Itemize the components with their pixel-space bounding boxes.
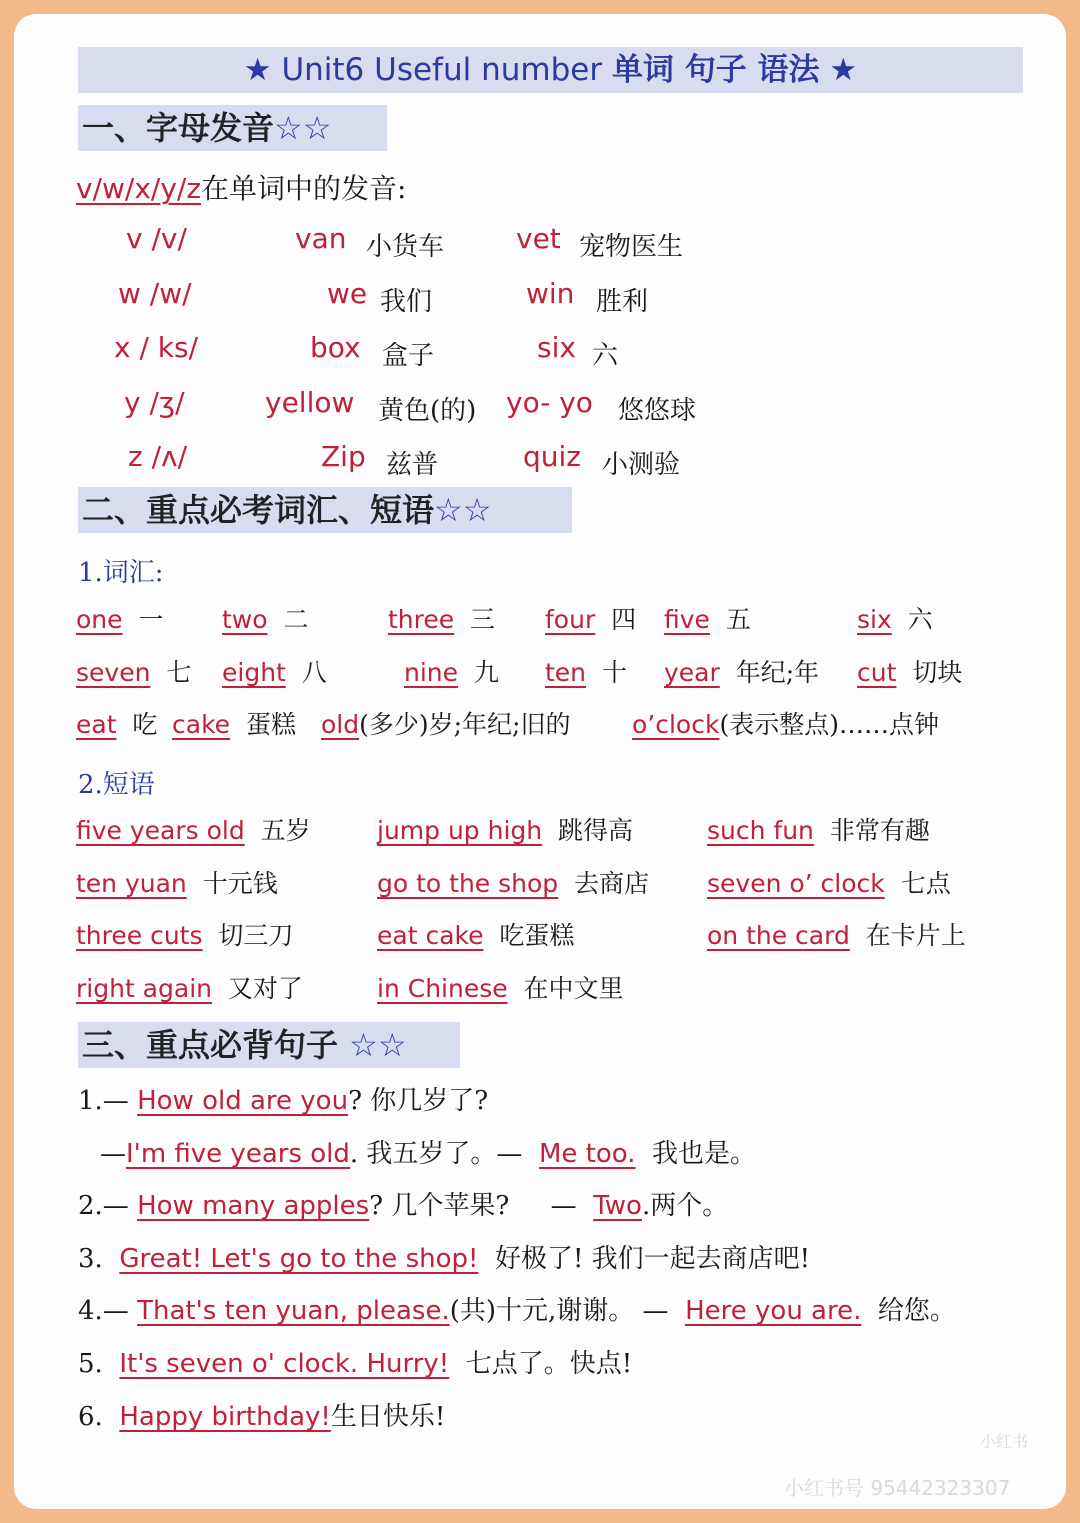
phonics-word: van — [295, 222, 347, 255]
phrase-item: eat cake 吃蛋糕 — [377, 921, 575, 950]
phonics-symbol: w /w/ — [118, 277, 192, 310]
vocab-item: eight 八 — [222, 658, 327, 687]
sentence-line: 6. Happy birthday!生日快乐! — [78, 1402, 446, 1432]
section-label: 重点必考词汇、短语 — [146, 491, 435, 529]
section-number: 三、 — [82, 1026, 147, 1064]
vocab-item: one 一 — [76, 605, 164, 634]
phonics-word: six — [537, 331, 576, 364]
phrase-item: in Chinese 在中文里 — [377, 974, 624, 1003]
section-label: 重点必背句子 — [146, 1026, 339, 1064]
section-heading-vocabulary — [78, 487, 572, 533]
vocab-item: nine 九 — [404, 658, 499, 687]
phonics-word: vet — [516, 222, 561, 255]
vocab-item: cake 蛋糕 — [172, 710, 296, 739]
phonics-word: quiz — [523, 440, 581, 473]
phonics-word: Zip — [321, 440, 366, 473]
phrase-item: ten yuan 十元钱 — [76, 869, 278, 898]
title-star-left: ★ — [243, 52, 272, 88]
vocab-item: cut 切块 — [857, 658, 963, 687]
worksheet-card — [14, 14, 1066, 1509]
phrase-item: seven o’ clock 七点 — [707, 869, 951, 898]
phrase-item: jump up high 跳得高 — [377, 816, 634, 845]
phonics-intro — [76, 167, 406, 207]
phonics-letters: v/w/x/y/z — [76, 172, 202, 205]
sentence-line: 4.— That's ten yuan, please.(共)十元,谢谢。 — Here you are. 给您。 — [78, 1296, 956, 1326]
phonics-meaning: 宠物医生 — [579, 232, 684, 262]
sentence-line: 3. Great! Let's go to the shop! 好极了! 我们一起去商店吧! — [78, 1244, 811, 1274]
section-stars: ☆☆ — [274, 109, 332, 147]
vocab-item: eat 吃 — [76, 710, 158, 739]
phrase-item: three cuts 切三刀 — [76, 921, 294, 950]
section-number: 二、 — [82, 491, 147, 529]
section-stars: ☆☆ — [349, 1026, 407, 1064]
watermark-id: 小红书号 95442323307 — [784, 1476, 1011, 1500]
page-title — [78, 47, 1023, 93]
phonics-intro-text: 在单词中的发音: — [201, 172, 407, 205]
title-english: Unit6 Useful number — [281, 52, 603, 88]
phonics-meaning: 黄色(的) — [378, 396, 477, 426]
vocab-item: six 六 — [857, 605, 933, 634]
vocab-item: five 五 — [664, 605, 751, 634]
title-star-right: ★ — [829, 52, 858, 88]
watermark-logo: 小红书 — [980, 1432, 1029, 1451]
vocab-item: four 四 — [545, 605, 637, 634]
sentence-line: 2.— How many apples? 几个苹果? — Two.两个。 — [78, 1191, 729, 1221]
sentence-line: 1.— How old are you? 你几岁了? — [78, 1086, 489, 1116]
phonics-meaning: 小货车 — [366, 232, 445, 262]
phrase-item: right again 又对了 — [76, 974, 303, 1003]
vocab-item: ten 十 — [545, 658, 627, 687]
phrase-item: such fun 非常有趣 — [707, 816, 930, 845]
phonics-symbol: y /ʒ/ — [124, 386, 185, 419]
phonics-symbol: z /ʌ/ — [128, 440, 188, 473]
phonics-word: yo- yo — [506, 386, 593, 419]
phonics-word: win — [526, 277, 575, 310]
phonics-symbol: v /v/ — [126, 222, 187, 255]
phonics-word: box — [310, 331, 361, 364]
vocab-item: three 三 — [388, 605, 496, 634]
section-stars: ☆☆ — [434, 491, 492, 529]
section-heading-sentences — [78, 1022, 460, 1068]
phonics-meaning: 盒子 — [382, 341, 435, 371]
phonics-meaning: 胜利 — [596, 287, 649, 317]
phrase-item: five years old 五岁 — [76, 816, 311, 845]
title-chinese: 单词 句子 语法 — [611, 52, 820, 88]
phonics-meaning: 六 — [592, 341, 619, 371]
phonics-word: we — [327, 277, 368, 310]
vocab-item: year 年纪;年 — [664, 658, 820, 687]
phrase-item: on the card 在卡片上 — [707, 921, 966, 950]
vocab-item: o’clock(表示整点)……点钟 — [632, 710, 939, 739]
phonics-symbol: x / ks/ — [114, 331, 199, 364]
vocab-item: two 二 — [222, 605, 309, 634]
phonics-meaning: 小测验 — [602, 450, 681, 480]
sentence-line: —I'm five years old. 我五岁了。— Me too. 我也是。 — [100, 1139, 757, 1169]
phonics-meaning: 我们 — [380, 287, 433, 317]
vocab-item: old(多少)岁;年纪;旧的 — [321, 710, 571, 739]
phrase-heading: 2.短语 — [78, 770, 155, 800]
sentence-line: 5. It's seven o' clock. Hurry! 七点了。快点! — [78, 1349, 633, 1379]
phonics-meaning: 兹普 — [386, 450, 439, 480]
section-heading-phonics — [78, 105, 387, 151]
phonics-meaning: 悠悠球 — [618, 396, 697, 426]
section-label: 字母发音 — [146, 109, 275, 147]
phonics-word: yellow — [265, 386, 355, 419]
phrase-item: go to the shop 去商店 — [377, 869, 650, 898]
vocab-item: seven 七 — [76, 658, 192, 687]
vocab-heading: 1.词汇: — [78, 558, 164, 588]
section-number: 一、 — [82, 109, 147, 147]
